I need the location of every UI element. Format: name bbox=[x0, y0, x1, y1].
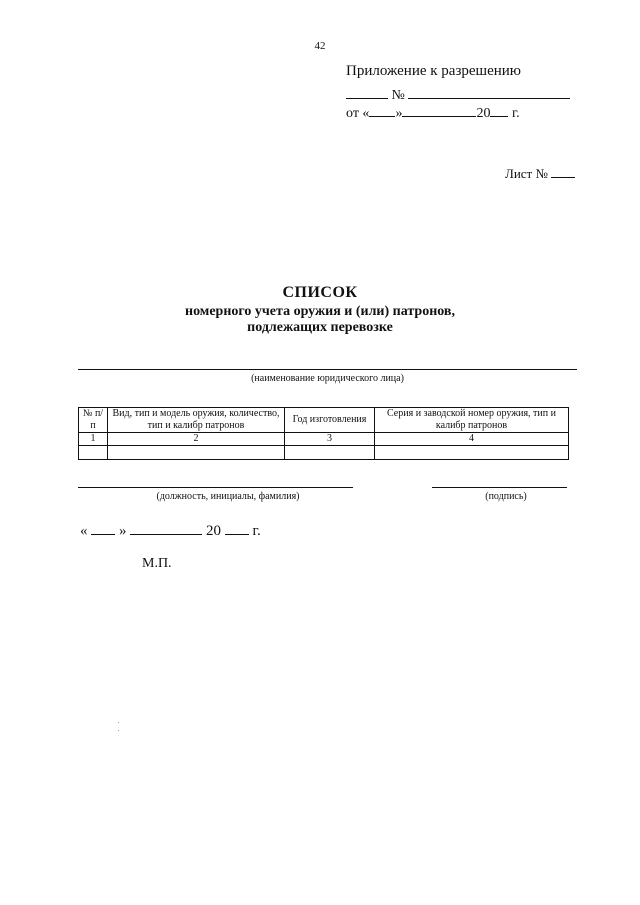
annex-number-blank bbox=[408, 86, 570, 99]
organization-name-line bbox=[78, 369, 577, 370]
header-year: Год изготовления bbox=[285, 408, 375, 433]
signature-line bbox=[432, 487, 567, 488]
annex-month-blank bbox=[402, 104, 476, 117]
annex-year: 20 bbox=[476, 106, 491, 121]
annex-number-sign: № bbox=[391, 88, 405, 103]
annex-blank-prefix bbox=[346, 86, 388, 99]
numbering-cell: 1 bbox=[79, 433, 108, 446]
signature-caption: (подпись) bbox=[485, 491, 527, 502]
annex-year-blank bbox=[490, 104, 508, 117]
footer-month-blank bbox=[130, 522, 202, 535]
footer-day-blank bbox=[91, 522, 115, 535]
footer-open-quote: « bbox=[80, 523, 88, 539]
annex-year-suffix: г. bbox=[511, 106, 520, 121]
annex-number-line bbox=[346, 86, 570, 104]
table-numbering-row bbox=[79, 433, 569, 446]
table-row bbox=[79, 446, 569, 460]
sheet-number-line bbox=[505, 165, 575, 182]
table-cell bbox=[108, 446, 285, 460]
document-subtitle-line2: подлежащих перевозке bbox=[247, 320, 393, 335]
header-serial-number: Серия и заводской номер оружия, тип и калибр патронов bbox=[375, 408, 569, 433]
table-cell bbox=[285, 446, 375, 460]
footer-date-line bbox=[80, 522, 261, 540]
sheet-number-blank bbox=[551, 165, 575, 178]
numbering-cell: 2 bbox=[108, 433, 285, 446]
document-title: СПИСОК bbox=[282, 284, 358, 301]
stamp-placeholder: М.П. bbox=[142, 556, 172, 571]
numbering-cell: 3 bbox=[285, 433, 375, 446]
table-cell bbox=[375, 446, 569, 460]
document-subtitle-line1: номерного учета оружия и (или) патронов, bbox=[185, 304, 455, 319]
annex-date-from: от « bbox=[346, 106, 370, 121]
table-header-row bbox=[79, 408, 569, 433]
annex-day-blank bbox=[369, 104, 395, 117]
scan-speck bbox=[118, 722, 119, 723]
header-weapon-type: Вид, тип и модель оружия, количество, тип и калибр патронов bbox=[108, 408, 285, 433]
annex-title: Приложение к разрешению bbox=[346, 63, 522, 79]
table-cell bbox=[79, 446, 108, 460]
numbering-cell: 4 bbox=[375, 433, 569, 446]
position-caption: (должность, инициалы, фамилия) bbox=[156, 491, 300, 502]
footer-year: 20 bbox=[206, 523, 221, 539]
annex-date-line bbox=[346, 104, 520, 122]
header-number: № п/п bbox=[79, 408, 108, 433]
registration-table bbox=[78, 407, 569, 460]
organization-caption: (наименование юридического лица) bbox=[251, 373, 404, 384]
position-signature-line bbox=[78, 487, 353, 488]
scan-speck bbox=[118, 730, 119, 731]
footer-close-quote: » bbox=[119, 523, 127, 539]
footer-year-blank bbox=[225, 522, 249, 535]
annex-date-close: » bbox=[395, 106, 403, 121]
footer-year-suffix: г. bbox=[252, 523, 261, 539]
sheet-label: Лист № bbox=[505, 166, 548, 181]
page-number: 42 bbox=[314, 40, 326, 52]
